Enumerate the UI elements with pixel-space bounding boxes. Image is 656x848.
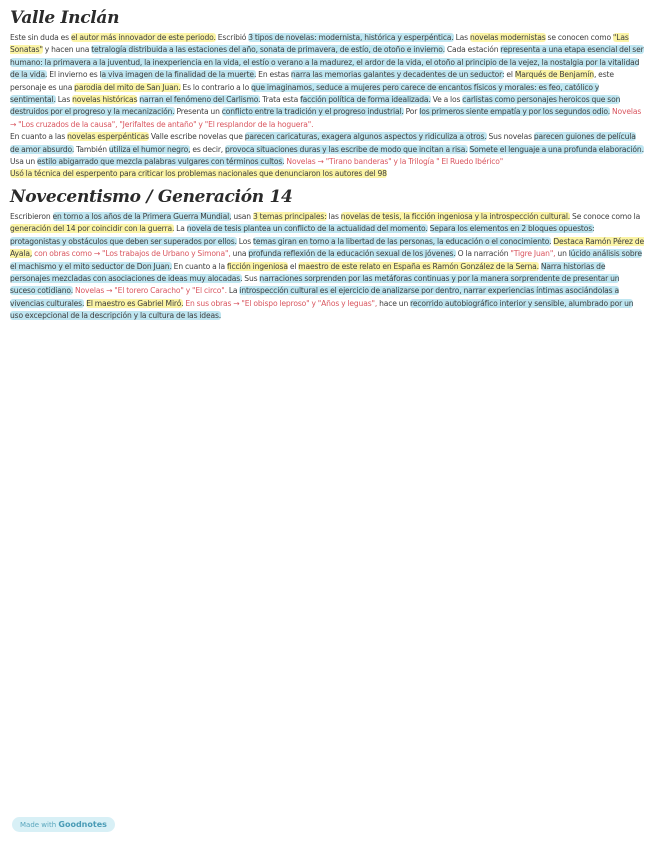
reference-text: Novelas → "Los cruzados de la causa", "Jerifaltes de antaño" y "El resplandor de la hoguera". bbox=[10, 107, 642, 129]
text-segment: se conocen como bbox=[545, 33, 613, 42]
highlighted-text: parodia del mito de San Juan. bbox=[74, 82, 181, 92]
highlighted-text: carlistas como personajes heroicos que son destruidos por el progreso y la mecanización. bbox=[10, 95, 621, 117]
highlighted-text: narra las memorias galantes y decadentes de un seductor: bbox=[290, 70, 505, 80]
text-segment: , este personaje es una bbox=[10, 70, 614, 92]
text-segment: Es lo contrario a lo bbox=[180, 82, 252, 92]
paragraph bbox=[10, 131, 646, 168]
paragraph bbox=[10, 168, 646, 180]
highlighted-text: los primeros siente empatía y por los segundos odio. bbox=[419, 107, 611, 117]
highlighted-text: representa a una etapa esencial del ser humano: la primavera a la juventud, la inexperiencia en la vida, el estío o verano a la madurez, el ardor de la vida, el otoño al principio de la vejez, la nostalgia por la vitalidad de la vida. bbox=[10, 45, 644, 80]
highlighted-text: Destaca Ramón Pérez de Ayala, bbox=[10, 236, 645, 259]
text-segment: las bbox=[326, 211, 341, 221]
text-segment: Escribió bbox=[215, 33, 249, 42]
highlighted-text: lúcido análisis sobre el machismo y el mito seductor de Don Juan. bbox=[10, 249, 642, 271]
text-segment: En estas bbox=[256, 70, 291, 80]
notes-page bbox=[10, 8, 646, 323]
section-title-valle-inclan: Valle Inclán bbox=[10, 8, 120, 28]
highlighted-text: Narra historias de personajes mezcladas con asociaciones de ideas muy alocadas. bbox=[10, 261, 606, 283]
highlighted-text: "Las Sonatas" bbox=[10, 33, 629, 55]
highlighted-text: novela de tesis plantea un conflicto de la actualidad del momento. bbox=[186, 224, 428, 234]
highlighted-text: estilo abigarrado que mezcla palabras vulgares con términos cultos. bbox=[36, 157, 285, 167]
text-segment: Usa un bbox=[10, 157, 37, 167]
highlighted-text: narran el fenómeno del Carlismo. bbox=[139, 95, 261, 105]
text-segment: En cuanto a la bbox=[171, 261, 227, 271]
text-segment: un bbox=[555, 249, 569, 259]
highlighted-text: novelas modernistas bbox=[469, 33, 546, 42]
text-segment: Escribieron bbox=[10, 211, 53, 221]
highlighted-text: narraciones sorprenden por las metáforas continuas y por la manera sorprendente de presentar un suceso cotidiano. bbox=[10, 273, 620, 296]
text-segment: Ve a los bbox=[430, 95, 463, 105]
highlighted-text: Somete el lenguaje a una profunda elaboración. bbox=[469, 144, 644, 154]
text-segment: El invierno es bbox=[47, 70, 100, 80]
paragraph bbox=[10, 32, 646, 131]
text-segment: Los bbox=[236, 236, 253, 246]
badge-prefix: Made with bbox=[20, 821, 57, 829]
reference-text: En sus obras → "El obispo leproso" y "Años y leguas", bbox=[183, 298, 378, 308]
text-segment: es decir, bbox=[190, 144, 226, 154]
highlighted-text: provoca situaciones duras y las escribe de modo que incitan a risa. bbox=[225, 144, 468, 154]
text-segment: Se conoce como la bbox=[570, 211, 641, 221]
highlighted-text: temas giran en torno a la libertad de las personas, la educación o el conocimiento. bbox=[253, 236, 552, 246]
text-segment: Las bbox=[453, 33, 470, 42]
text-segment: La bbox=[174, 224, 187, 234]
highlighted-text: 3 tipos de novelas: modernista, histórica y esperpéntica. bbox=[248, 33, 454, 42]
highlighted-text: parecen caricaturas, exagera algunos aspectos y ridiculiza a otros. bbox=[244, 132, 487, 142]
highlighted-text: Usó la técnica del esperpento para criticar los problemas nacionales que denunciaron los autores del 98 bbox=[10, 169, 387, 179]
highlighted-text: maestro de este relato en España es Ramón González de la Serna. bbox=[298, 261, 539, 271]
highlighted-text: novelas de tesis, la ficción ingeniosa y la introspección cultural. bbox=[340, 211, 571, 221]
highlighted-text: en torno a los años de la Primera Guerra Mundial, bbox=[52, 211, 232, 221]
highlighted-text: profunda reflexión de la educación sexual de los jóvenes. bbox=[248, 249, 456, 259]
text-segment: O la narración bbox=[455, 249, 511, 259]
text-segment: usan bbox=[231, 211, 253, 221]
text-segment: hace un bbox=[377, 298, 411, 308]
text-segment: Las bbox=[55, 95, 73, 105]
text-segment: el bbox=[504, 70, 515, 80]
highlighted-text: tetralogía distribuida a las estaciones del año, sonata de primavera, de estío, de otoño e invierno. bbox=[91, 45, 445, 55]
reference-text: "Tigre Juan", bbox=[510, 249, 556, 259]
highlighted-text: parecen guiones de película de amor absurdo. bbox=[10, 132, 636, 154]
highlighted-text: novelas históricas bbox=[72, 95, 138, 105]
highlighted-text: facción política de forma idealizada. bbox=[300, 95, 431, 105]
text-segment: Presenta un bbox=[174, 107, 222, 117]
text-segment: Trata esta bbox=[260, 95, 301, 105]
highlighted-text: utiliza el humor negro, bbox=[108, 144, 191, 154]
text-segment: una bbox=[230, 249, 249, 259]
highlighted-text: Marqués de Benjamín bbox=[514, 70, 594, 80]
reference-text: con obras como → "Los trabajos de Urbano y Simona", bbox=[32, 249, 231, 259]
highlighted-text: generación del 14 por coincidir con la guerra. bbox=[10, 224, 175, 234]
highlighted-text: introspección cultural es el ejercicio de analizarse por dentro, narrar experiencias íntimas asociándolas a vivencias culturales. bbox=[10, 286, 619, 308]
highlighted-text: ficción ingeniosa bbox=[227, 261, 288, 271]
badge-brand: Goodnotes bbox=[58, 820, 107, 829]
text-segment: También bbox=[74, 144, 109, 154]
highlighted-text: Separa los elementos en 2 bloques opuestos: protagonistas y obstáculos que deben ser superados por ellos. bbox=[10, 224, 595, 246]
text-segment: Cada estación bbox=[444, 45, 501, 55]
text-segment: Sus novelas bbox=[486, 132, 534, 142]
text-segment: el bbox=[287, 261, 299, 271]
highlighted-text: el autor más innovador de este periodo. bbox=[70, 33, 216, 42]
highlighted-text: recorrido autobiográfico interior y sensible, alumbrado por un uso excepcional de la descripción y la cultura de las ideas. bbox=[10, 298, 634, 321]
highlighted-text: que imaginamos, seduce a mujeres pero carece de encantos físicos y morales: es feo, católico y sentimental. bbox=[10, 82, 600, 105]
text-segment: Por bbox=[403, 107, 420, 117]
text-segment: Valle escribe novelas que bbox=[148, 132, 245, 142]
goodnotes-badge bbox=[12, 817, 115, 832]
text-segment: Este sin duda es bbox=[10, 33, 71, 42]
highlighted-text: conflicto entre la tradición y el progreso industrial. bbox=[221, 107, 404, 117]
text-segment: En cuanto a las bbox=[10, 132, 68, 142]
paragraph bbox=[10, 211, 646, 323]
section-title-novecentismo: Novecentismo / Generación 14 bbox=[10, 186, 293, 207]
highlighted-text: 3 temas principales: bbox=[252, 211, 327, 221]
text-segment: La bbox=[226, 286, 240, 296]
reference-text: Novelas → "Tirano banderas" y la Trilogía " El Ruedo Ibérico" bbox=[284, 157, 504, 167]
highlighted-text: novelas esperpénticas bbox=[67, 132, 149, 142]
highlighted-text: la viva imagen de la finalidad de la muerte. bbox=[99, 70, 257, 80]
reference-text: Novelas → "El torero Caracho" y "El circo". bbox=[73, 286, 227, 296]
text-segment: y hacen una bbox=[42, 45, 92, 55]
highlighted-text: El maestro es Gabriel Miró. bbox=[86, 298, 184, 308]
text-segment: Sus bbox=[242, 273, 260, 283]
